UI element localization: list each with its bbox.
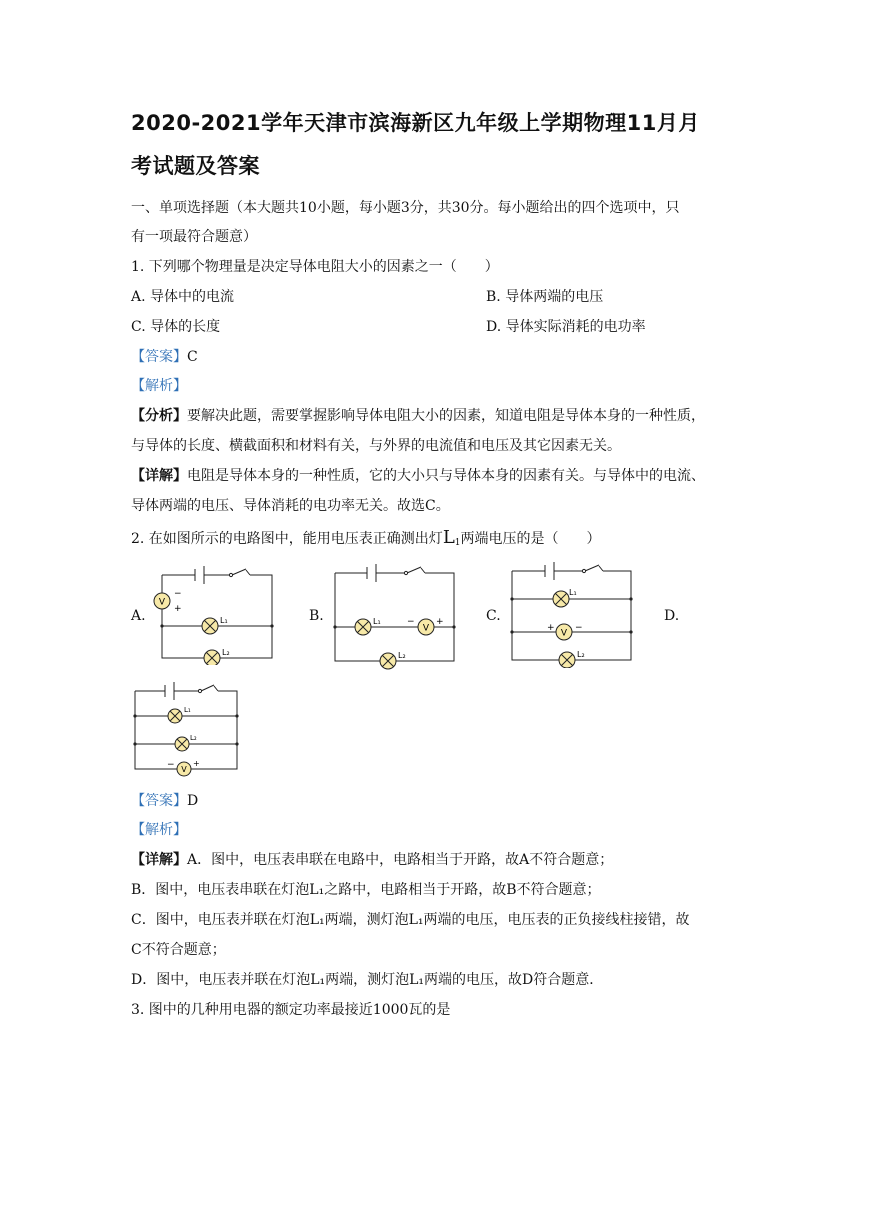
lamp-icon xyxy=(355,617,381,635)
circuit-diagram-b xyxy=(330,563,460,671)
q1-answer-line xyxy=(131,346,198,366)
q1-detail-line1 xyxy=(131,465,705,485)
lamp-icon xyxy=(380,651,406,669)
voltmeter-icon xyxy=(547,623,583,640)
q2-answer-line xyxy=(131,790,198,810)
q2-label-d: D. xyxy=(664,608,680,624)
q1-option-a: A. 导体中的电流 xyxy=(131,289,235,305)
svg-text:L₁: L₁ xyxy=(373,617,381,626)
svg-text:+: + xyxy=(547,623,555,633)
q1-fenxi-line2: 与导体的长度、横截面积和材料有关，与外界的电流值和电压及其它因素无关。 xyxy=(131,438,621,454)
q1-option-c: C. 导体的长度 xyxy=(131,319,221,335)
detail-tag: 【详解】 xyxy=(131,468,187,484)
svg-text:L₂: L₂ xyxy=(398,651,406,660)
svg-text:−: − xyxy=(174,589,182,599)
svg-text:+: + xyxy=(174,604,182,614)
q1-fenxi-line1 xyxy=(131,405,705,425)
doc-title-line1: 2020-2021学年天津市滨海新区九年级上学期物理11月月 xyxy=(131,111,700,135)
q1-stem: 1. 下列哪个物理量是决定导体电阻大小的因素之一（ ） xyxy=(131,259,499,275)
q2-stem-sub: 1 xyxy=(454,538,461,548)
q2-stem-lamp: L xyxy=(442,527,455,548)
doc-title-line2: 考试题及答案 xyxy=(131,154,260,178)
lamp-icon xyxy=(202,616,228,634)
svg-text:L₂: L₂ xyxy=(190,734,197,742)
answer-tag: 【答案】 xyxy=(131,349,187,365)
circuit-diagram-d xyxy=(130,681,242,777)
q1-fenxi-text1: 要解决此题，需要掌握影响导体电阻大小的因素，知道电阻是导体本身的一种性质， xyxy=(187,408,705,424)
svg-text:+: + xyxy=(193,759,200,768)
q1-option-d: D. 导体实际消耗的电功率 xyxy=(486,319,646,335)
svg-text:V: V xyxy=(181,765,187,774)
q2-label-b: B. xyxy=(309,608,324,624)
lamp-icon xyxy=(204,648,230,665)
q2-stem xyxy=(131,527,601,548)
q2-detail-c-line2: C不符合题意； xyxy=(131,942,226,958)
svg-text:L₂: L₂ xyxy=(222,648,230,657)
circuit-diagram-a xyxy=(150,565,280,665)
circuit-diagram-c xyxy=(507,562,637,668)
voltmeter-icon xyxy=(167,759,200,776)
lamp-icon xyxy=(553,588,577,607)
q2-label-c: C. xyxy=(486,608,501,624)
q2-detail-c-line1: C．图中，电压表并联在灯泡L₁两端，测灯泡L₁两端的电压，电压表的正负接线柱接错，故 xyxy=(131,912,690,928)
q1-option-b: B. 导体两端的电压 xyxy=(486,289,604,305)
lamp-icon xyxy=(175,734,197,751)
answer-tag: 【答案】 xyxy=(131,793,187,809)
lamp-icon xyxy=(168,706,191,723)
section-header-line1: 一、单项选择题（本大题共10小题，每小题3分，共30分。每小题给出的四个选项中，只 xyxy=(131,200,680,216)
svg-text:L₁: L₁ xyxy=(569,588,577,597)
lamp-icon xyxy=(559,650,585,668)
q1-detail-line2: 导体两端的电压、导体消耗的电功率无关。故选C。 xyxy=(131,498,450,514)
q1-analysis-tag: 【解析】 xyxy=(131,378,187,394)
q2-stem-pre: 2. 在如图所示的电路图中，能用电压表正确测出灯 xyxy=(131,531,443,547)
svg-text:V: V xyxy=(422,623,430,634)
q3-stem: 3. 图中的几种用电器的额定功率最接近1000瓦的是 xyxy=(131,1002,451,1018)
q1-detail-text1: 电阻是导体本身的一种性质，它的大小只与导体本身的因素有关。与导体中的电流、 xyxy=(187,468,705,484)
q2-detail-a-text: A．图中，电压表串联在电路中，电路相当于开路，故A不符合题意； xyxy=(187,852,614,868)
voltmeter-icon xyxy=(154,589,182,614)
q2-detail-d: D．图中，电压表并联在灯泡L₁两端，测灯泡L₁两端的电压，故D符合题意． xyxy=(131,972,604,988)
svg-text:V: V xyxy=(560,628,568,639)
svg-text:−: − xyxy=(407,617,415,627)
q2-label-a: A. xyxy=(131,608,146,624)
svg-text:+: + xyxy=(436,617,444,627)
fenxi-tag: 【分析】 xyxy=(131,408,187,424)
detail-tag: 【详解】 xyxy=(131,852,187,868)
q2-answer-value: D xyxy=(187,793,199,809)
svg-text:V: V xyxy=(158,597,166,608)
section-header-line2: 有一项最符合题意） xyxy=(131,229,257,245)
svg-text:−: − xyxy=(575,623,583,633)
q2-analysis-tag: 【解析】 xyxy=(131,822,187,838)
svg-text:−: − xyxy=(167,760,175,770)
svg-text:L₁: L₁ xyxy=(220,616,228,625)
q1-answer-value: C xyxy=(187,349,198,365)
svg-text:L₁: L₁ xyxy=(184,706,191,714)
voltmeter-icon xyxy=(407,617,444,635)
q2-detail-b: B．图中，电压表串联在灯泡L₁之路中，电路相当于开路，故B不符合题意； xyxy=(131,882,601,898)
q2-detail-a xyxy=(131,849,613,869)
svg-text:L₂: L₂ xyxy=(577,650,585,659)
q2-stem-post: 两端电压的是（ ） xyxy=(460,531,601,547)
